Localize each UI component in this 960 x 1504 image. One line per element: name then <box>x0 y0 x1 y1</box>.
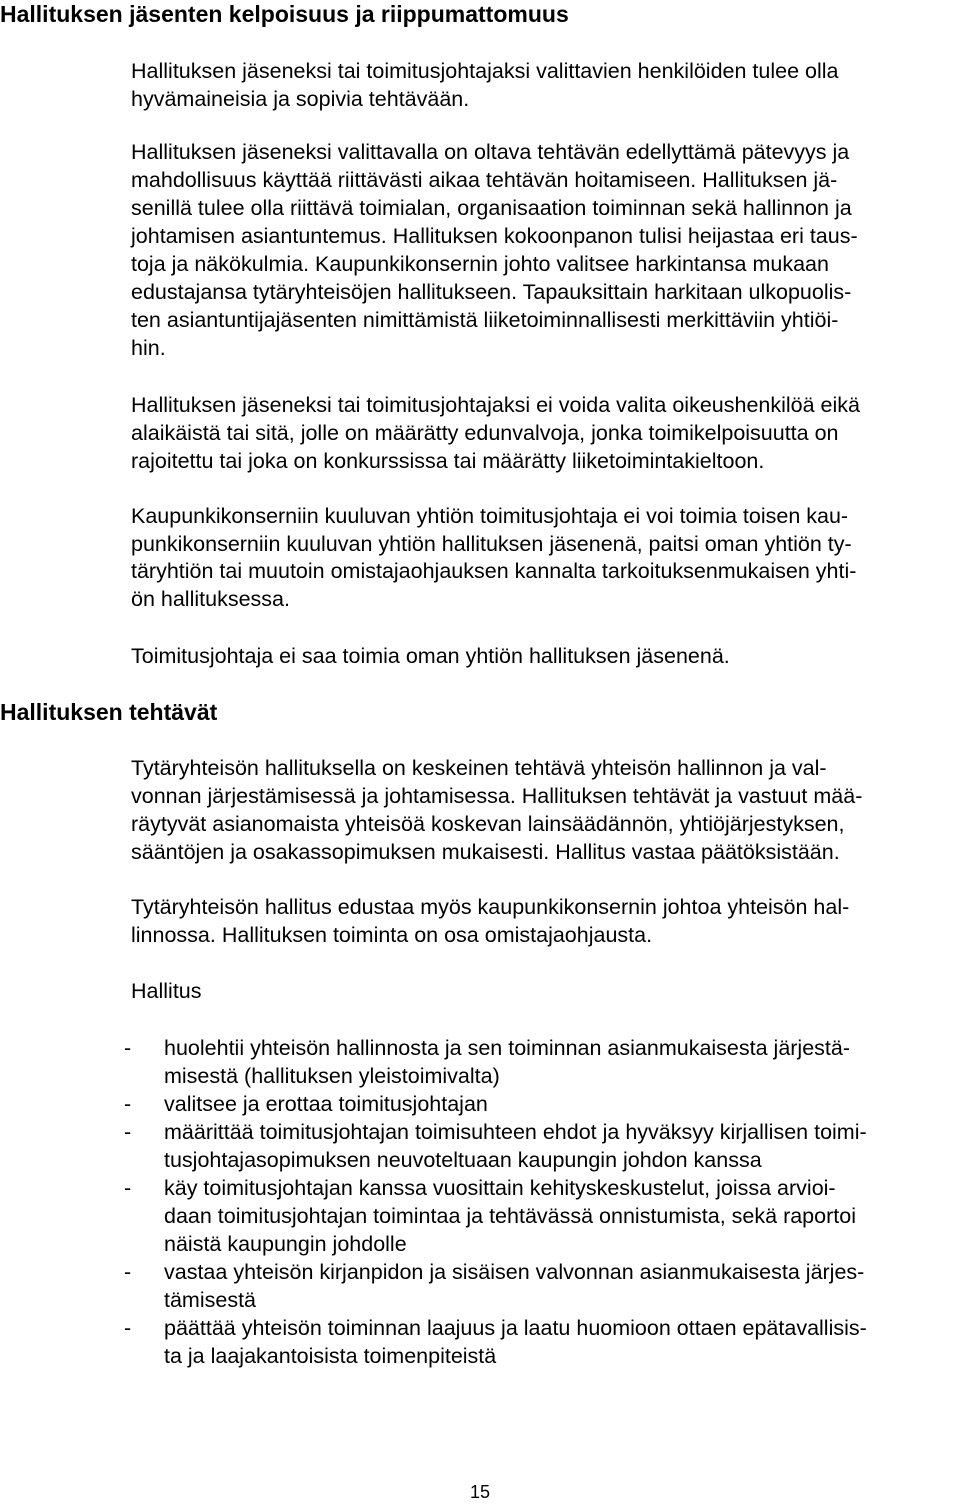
list-item <box>124 1090 954 1118</box>
list-item <box>124 1118 954 1174</box>
bullet-dash: - <box>124 1176 132 1200</box>
text-line: senillä tulee olla riittävä toimialan, organisaation toiminnan sekä hallinnon ja <box>131 196 852 220</box>
list-item-text <box>164 1258 864 1314</box>
list-item <box>124 1258 954 1314</box>
text-line: tusjohtajasopimuksen neuvoteltuaan kaupungin johdon kanssa <box>164 1148 762 1172</box>
list-item-text <box>164 1090 488 1118</box>
list-item-text <box>164 1034 850 1090</box>
paragraph-ceo-other-boards <box>131 503 951 613</box>
text-line: Kaupunkikonserniin kuuluvan yhtiön toimitusjohtaja ei voi toimia toisen kau- <box>131 504 849 528</box>
paragraph-disqualification <box>131 391 951 475</box>
text-line: Tytäryhteisön hallitus edustaa myös kaupunkikonsernin johtoa yhteisön hal- <box>131 895 850 919</box>
paragraph-board-intro <box>131 977 951 1005</box>
text-line: Tytäryhteisön hallituksella on keskeinen tehtävä yhteisön hallinnon ja val- <box>131 756 827 780</box>
section-heading-eligibility: Hallituksen jäsenten kelpoisuus ja riippumattomuus <box>0 1 569 27</box>
list-item <box>124 1314 954 1370</box>
text-line: rajoitettu tai joka on konkurssissa tai määrätty liiketoimintakieltoon. <box>131 449 765 473</box>
page-number: 15 <box>469 1482 491 1502</box>
text-line: edustajansa tytäryhteisöjen hallitukseen. Tapauksittain harkitaan ulkopuolis- <box>131 280 852 304</box>
text-line: toja ja näkökulmia. Kaupunkikonsernin johto valitsee harkintansa mukaan <box>131 252 829 276</box>
text-line: vonnan järjestämisessä ja johtamisessa. Hallituksen tehtävät ja vastuut mää- <box>131 784 863 808</box>
list-item-text <box>164 1314 867 1370</box>
list-item-text <box>164 1174 856 1258</box>
text-line: hin. <box>131 336 166 360</box>
text-line: vastaa yhteisön kirjanpidon ja sisäisen valvonnan asianmukaisesta järjes- <box>164 1260 865 1284</box>
list-item <box>124 1034 954 1090</box>
text-line: täryhtiön tai muutoin omistajaohjauksen kannalta tarkoituksenmukaisen yhti- <box>131 559 857 583</box>
text-line: punkikonserniin kuuluvan yhtiön hallituksen jäsenenä, paitsi oman yhtiön ty- <box>131 531 852 556</box>
bullet-dash: - <box>124 1092 132 1116</box>
text-line: huolehtii yhteisön hallinnosta ja sen toiminnan asianmukaisesta järjestä- <box>164 1036 851 1060</box>
text-line: linnossa. Hallituksen toiminta on osa omistajaohjausta. <box>131 923 653 947</box>
bullet-dash: - <box>124 1260 132 1284</box>
paragraph-reputation <box>131 57 951 113</box>
text-line: Hallitus <box>131 979 202 1003</box>
paragraph-ceo-own-board <box>131 642 951 670</box>
text-line: Toimitusjohtaja ei saa toimia oman yhtiön hallituksen jäsenenä. <box>131 644 730 668</box>
text-line: ten asiantuntijajäsenten nimittämistä liiketoiminnallisesti merkittäviin yhtiöi- <box>131 308 839 332</box>
text-line: hyvämaineisia ja sopivia tehtävään. <box>131 87 470 111</box>
text-line: mahdollisuus käyttää riittävästi aikaa tehtävän hoitamiseen. Hallituksen jä- <box>131 168 838 192</box>
text-line: määrittää toimitusjohtajan toimisuhteen ehdot ja hyväksyy kirjallisen toimi- <box>164 1120 867 1144</box>
bullet-dash: - <box>124 1036 132 1060</box>
text-line: daan toimitusjohtajan toimintaa ja tehtävässä onnistumista, sekä raportoi <box>164 1204 856 1228</box>
text-line: Hallituksen jäseneksi tai toimitusjohtajaksi valittavien henkilöiden tulee olla <box>131 59 839 83</box>
list-item-text <box>164 1118 867 1174</box>
board-duties-list <box>124 1034 954 1370</box>
text-line: räytyvät asianomaista yhteisöä koskevan lainsäädännön, yhtiöjärjestyksen, <box>131 812 845 836</box>
list-item <box>124 1174 954 1258</box>
text-line: ta ja laajakantoisista toimenpiteistä <box>164 1344 497 1368</box>
text-line: päättää yhteisön toiminnan laajuus ja laatu huomioon ottaen epätavallisis- <box>164 1316 867 1340</box>
text-line: näistä kaupungin johdolle <box>164 1232 407 1256</box>
section-heading-duties: Hallituksen tehtävät <box>0 699 218 725</box>
text-line: ön hallituksessa. <box>131 586 290 611</box>
text-line: misestä (hallituksen yleistoimivalta) <box>164 1064 500 1088</box>
text-line: sääntöjen ja osakassopimuksen mukaisesti. Hallitus vastaa päätöksistään. <box>131 840 840 864</box>
paragraph-board-ownership <box>131 893 951 949</box>
text-line: alaikäistä tai sitä, jolle on määrätty edunvalvoja, jonka toimikelpoisuutta on <box>131 421 839 445</box>
paragraph-board-role <box>131 754 951 866</box>
text-line: johtamisen asiantuntemus. Hallituksen kokoonpanon tulisi heijastaa eri taus- <box>131 224 858 248</box>
text-line: tämisestä <box>164 1288 257 1312</box>
bullet-dash: - <box>124 1316 132 1340</box>
text-line: Hallituksen jäseneksi tai toimitusjohtajaksi ei voida valita oikeushenkilöä eikä <box>131 393 860 417</box>
bullet-dash: - <box>124 1120 132 1144</box>
paragraph-competence <box>131 138 951 362</box>
text-line: Hallituksen jäseneksi valittavalla on oltava tehtävän edellyttämä pätevyys ja <box>131 140 850 164</box>
text-line: käy toimitusjohtajan kanssa vuosittain kehityskeskustelut, joissa arvioi- <box>164 1176 836 1200</box>
text-line: valitsee ja erottaa toimitusjohtajan <box>164 1092 488 1116</box>
